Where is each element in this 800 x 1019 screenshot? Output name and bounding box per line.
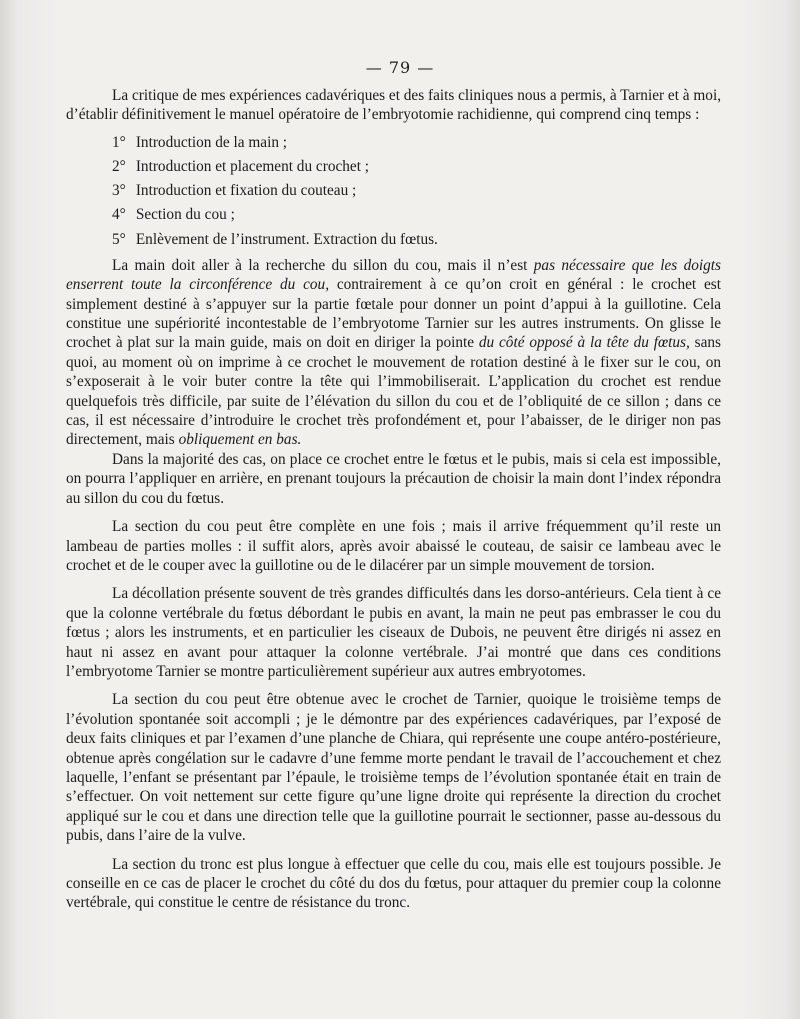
paragraph-evolution: La section du cou peut être obtenue avec le crochet de Tarnier, quoique le troisième temps de l’évolution spontanée soit accompli ; je le démontre par des expériences cadavériques, par l’exposé de deux faits cliniques et par l’examen d’une planche de Chiara, qui représente une coupe antéro-postérieure, obtenue après congélation sur le cadavre d’une femme morte pendant le travail de l’accouchement et chez laquelle, l’enfant se présentant par l’épaule, le troisième temps de l’évolution spontanée était en train de s’effectuer. On voit nettement sur cette figure qu’une ligne droite qui représente la direction du crochet appliqué sur le cou et dans une direction telle que la guillotine pourrait le sectionner, passe au-dessous du pubis, dans l’aire de la vulve. xyxy=(66,691,721,845)
step-number: 3° xyxy=(112,182,126,200)
paragraph-placement: Dans la majorité des cas, on place ce crochet entre le fœtus et le pubis, mais si cela est impossible, on pourra l’appliquer en arrière, en prenant toujours la précaution de choisir la main dont l’index répondra au sillon du cou du fœtus. xyxy=(66,450,721,507)
page-number: — 79 — xyxy=(365,58,435,77)
list-item xyxy=(66,203,721,227)
paragraph-section-cou: La section du cou peut être complète en une fois ; mais il arrive fréquemment qu’il reste un lambeau de parties molles : il suffit alors, après avoir abaissé le couteau, de saisir ce lambeau avec le crochet et de le couper avec la guillotine ou de le dilacérer par un simple mouvement de torsion. xyxy=(66,518,721,574)
step-number: 5° xyxy=(112,230,126,248)
list-item xyxy=(66,131,721,155)
step-label: Section du cou ; xyxy=(135,206,235,224)
steps-list xyxy=(66,131,721,252)
paragraph-section-tronc: La section du tronc est plus longue à effectuer que celle du cou, mais elle est toujours possible. Je conseille en ce cas de placer le crochet du côté du dos du fœtus, pour attaquer du premier coup la colonne vertébrale, qui constitue le centre de résistance du tronc. xyxy=(66,855,721,912)
step-label: Introduction et placement du crochet ; xyxy=(135,158,370,176)
step-number: 2° xyxy=(112,158,126,176)
step-number: 1° xyxy=(112,133,126,151)
list-item xyxy=(66,179,721,203)
body-text xyxy=(66,86,721,913)
italic-run: obliquement en bas. xyxy=(178,431,302,449)
paragraph-crochet xyxy=(66,256,721,450)
step-label: Introduction de la main ; xyxy=(135,133,288,151)
text-run: contrairement à ce qu’on croit en général : le crochet est simplement destiné à s’appuyer sur la partie fœtale pour donner un point d’appui à la guillotine. Cela constitue une supériorité incontestable de l’embryotome Tarnier sur les autres instruments. On glisse le crochet à plat sur la main guide, mais on doit en diriger la pointe xyxy=(66,276,721,352)
italic-run: pas nécessaire que les doigts enserrent toute la circonférence du cou, xyxy=(66,256,721,294)
step-label: Introduction et fixation du couteau ; xyxy=(135,182,357,200)
list-item xyxy=(66,228,721,252)
text-run: La main doit aller à la recherche du sillon du cou, mais il n’est xyxy=(112,256,534,274)
text-run: sans quoi, au moment où on imprime à ce crochet le mouvement de rotation destiné à le fixer sur le cou, on s’exposerait à le voir buter contre la tête qui l’immobiliserait. L’application du crochet est rendue quelquefois très difficile, par suite de l’élévation du sillon du cou et de l’obliquité de ce sillon ; dans ce cas, il est nécessaire d’introduire le crochet très profondément et, pour l’abaisser, de le diriger non pas directement, mais xyxy=(66,334,721,449)
paragraph-decollation: La décollation présente souvent de très grandes difficultés dans les dorso-antérieurs. Cela tient à ce que la colonne vertébrale du fœtus débordant le pubis en avant, la main ne peut pas embrasser le cou du fœtus ; alors les instruments, et en particulier les ciseaux de Dubois, ne peuvent être dirigés ni assez en haut ni assez en avant pour attaquer la colonne vertébrale. J’ai montré que dans ces conditions l’embryotome Tarnier se montre particulièrement supérieur aux autres embryotomes. xyxy=(66,585,721,680)
italic-run: du côté opposé à la tête du fœtus, xyxy=(478,334,690,352)
list-item xyxy=(66,155,721,179)
paragraph-intro: La critique de mes expériences cadavériques et des faits cliniques nous a permis, à Tarnier et à moi, d’établir définitivement le manuel opératoire de l’embryotomie rachidienne, qui comprend cinq temps : xyxy=(66,87,722,124)
step-label: Enlèvement de l’instrument. Extraction du fœtus. xyxy=(135,230,438,248)
step-number: 4° xyxy=(112,206,126,224)
